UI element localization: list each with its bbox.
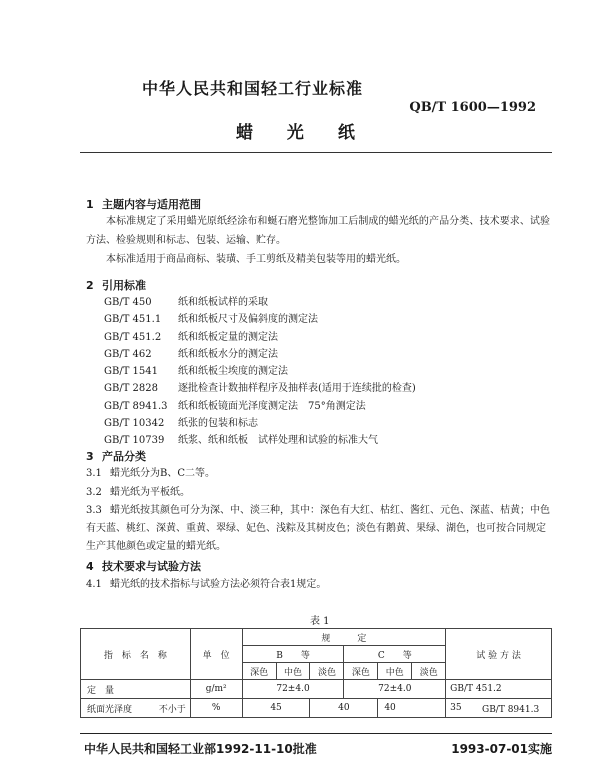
footer-rule [80,733,552,734]
reference-item: GB/T 451.2 纸和纸板定量的测定法 [104,331,278,343]
row-c-value: 40 [378,699,446,718]
shade-header: 淡色 [412,663,446,680]
table-row [81,680,552,699]
reference-item: GB/T 462 纸和纸板水分的测定法 [104,348,278,360]
section-1-para-2: 本标准适用于商品商标、装璜、手工剪纸及精美包装等用的蜡光纸。 [106,254,406,265]
section-1-para-1: 本标准规定了采用蜡光原纸经涂布和蜒石磨光整饰加工后制成的蜡光纸的产品分类、技术要求、试验方法、检验规则和标志、包装、运输、贮存。 [86,216,550,246]
section-3-heading: 3 产品分类 [86,450,146,463]
table-row [81,699,552,718]
reference-item: GB/T 1541 纸和纸板尘埃度的测定法 [104,366,288,378]
reference-item: GB/T 8941.3 纸和纸板镜面光泽度测定法 75°角测定法 [104,400,366,412]
row-unit: % [190,699,242,718]
header-grade-c: C 等 [344,646,446,663]
row-b-value: 72±4.0 [242,680,344,699]
header-grade-b: B 等 [242,646,344,663]
reference-list [104,294,416,450]
standard-code: QB/T 1600—1992 [409,100,536,115]
reference-item: GB/T 10342 纸张的包装和标志 [104,418,258,430]
section-4-heading: 4 技术要求与试验方法 [86,560,201,573]
shade-header: 深色 [344,663,378,680]
reference-item: GB/T 10739 纸浆、纸和纸板 试样处理和试验的标准大气 [104,435,378,447]
reference-item: GB/T 451.1 纸和纸板尺寸及偏斜度的测定法 [104,314,318,326]
shade-header: 淡色 [310,663,344,680]
header-rule [80,152,552,153]
clause-3-1: 3.1 蜡光纸分为B、C二等。 [86,468,215,479]
row-method: 35 [446,699,552,718]
header-spec: 规 定 [242,629,446,646]
row-c-value: 72±4.0 [344,680,446,699]
clause-3-3: 3.3 蜡光纸按其颜色可分为深、中、淡三种，其中：深色有大红、枯红、酱红、元色、深蓝、桔黄；中色有天蓝、桃红、深黄、重黄、翠绿、妃色、浅粽及其树皮色；淡色有鹅黄、果绿、湖色，也可按合同规定生产其他颜色或定量的蜡光纸。 [86,505,550,552]
clause-3-2: 3.2 蜡光纸为平板纸。 [86,487,190,498]
org-title: 中华人民共和国轻工行业标准 [142,79,364,98]
section-2-heading: 2 引用标准 [86,279,146,292]
row-name: 定 量 [81,680,191,699]
document-title: 蜡 光 纸 [236,123,369,143]
row-unit: g/m² [190,680,242,699]
reference-item: GB/T 450 纸和纸板试样的采取 [104,297,268,308]
row-name: 纸面光泽度 不小于 [81,699,191,718]
section-1-heading: 1 主题内容与适用范围 [86,198,201,211]
row-method: GB/T 8941.3 [482,705,540,715]
row-b-value: 45 [242,699,310,718]
implementation-date: 1993-07-01实施 [451,742,552,756]
clause-4-1: 4.1 蜡光纸的技术指标与试验方法必须符合表1规定。 [86,579,327,590]
header-unit: 单 位 [190,629,242,680]
header-method: 试 验 方 法 [446,629,552,680]
shade-header: 深色 [242,663,276,680]
shade-header: 中色 [276,663,310,680]
header-indicator: 指 标 名 称 [81,629,191,680]
table-caption: 表 1 [310,616,330,627]
approval-note: 中华人民共和国轻工业部1992-11-10批准 [84,742,317,756]
row-b-value: 40 [310,699,378,718]
reference-item: GB/T 2828 逐批检查计数抽样程序及抽样表(适用于连续批的检查) [104,383,416,395]
row-method: GB/T 451.2 [446,680,552,699]
shade-header: 中色 [378,663,412,680]
